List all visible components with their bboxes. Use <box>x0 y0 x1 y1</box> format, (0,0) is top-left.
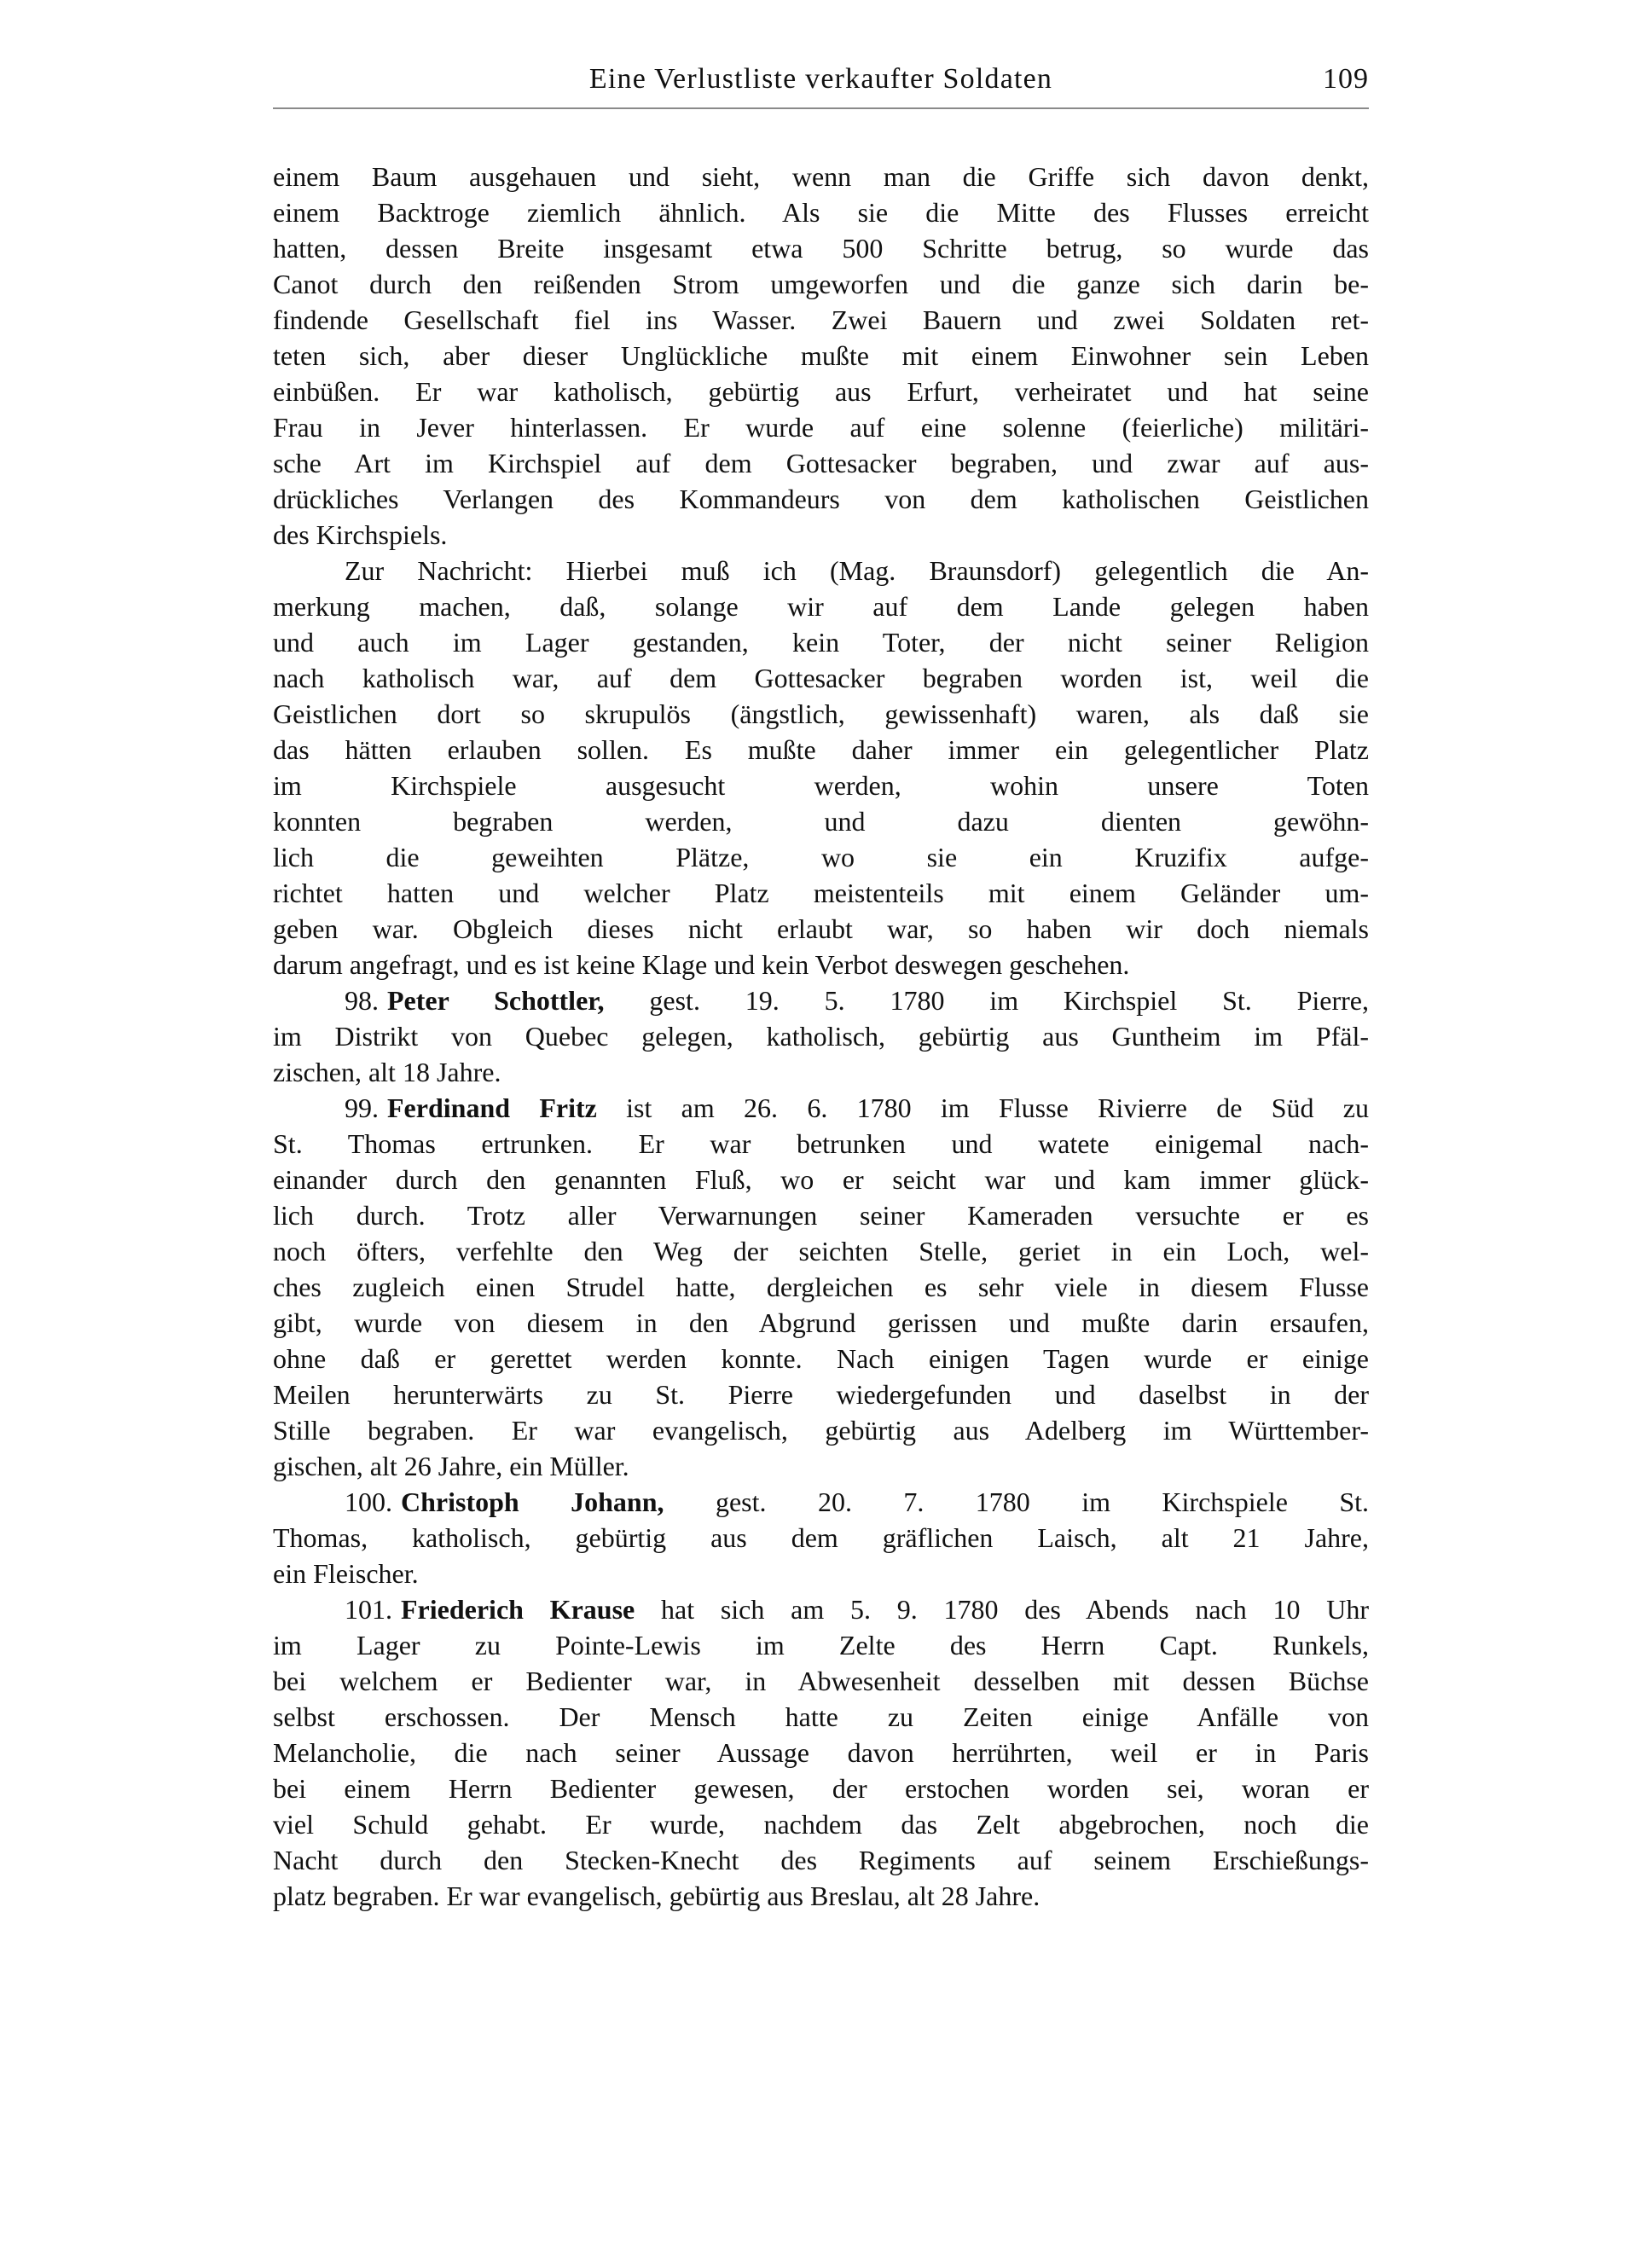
text-line: platz begraben. Er war evangelisch, gebürtig aus Breslau, alt 28 Jahre. <box>273 1881 1040 1911</box>
text-line: selbst erschossen. Der Mensch hatte zu Zeiten einige Anfälle von <box>273 1701 1369 1732</box>
entry-number: 99. <box>345 1092 379 1123</box>
text-line: des Kirchspiels. <box>273 519 448 550</box>
entry-name: Christoph Johann, <box>401 1487 664 1517</box>
text-line: sche Art im Kirchspiel auf dem Gottesacker begraben, und zwar auf aus- <box>273 448 1369 478</box>
text-line: gischen, alt 26 Jahre, ein Müller. <box>273 1451 629 1481</box>
text-line: ohne daß er gerettet werden konnte. Nach einigen Tagen wurde er einige <box>273 1343 1369 1374</box>
body-text <box>273 159 1369 1914</box>
text-line: bei einem Herrn Bedienter gewesen, der erstochen worden sei, woran er <box>273 1773 1369 1804</box>
page-number: 109 <box>1323 63 1369 95</box>
text-line: Meilen herunterwärts zu St. Pierre wiedergefunden und daselbst in der <box>273 1379 1369 1410</box>
text-line: Geistlichen dort so skrupulös (ängstlich, gewissenhaft) waren, als daß sie <box>273 698 1369 729</box>
text-line: einander durch den genannten Fluß, wo er seicht war und kam immer glück- <box>273 1164 1369 1195</box>
entry-text: gest. 19. 5. 1780 im Kirchspiel St. Pierre, <box>649 985 1369 1016</box>
entry-text: hat sich am 5. 9. 1780 des Abends nach 10 Uhr <box>660 1594 1369 1625</box>
text-line: lich durch. Trotz aller Verwarnungen seiner Kameraden versuchte er es <box>273 1200 1369 1231</box>
text-line: im Kirchspiele ausgesucht werden, wohin unsere Toten <box>273 770 1369 801</box>
entry-text: ist am 26. 6. 1780 im Flusse Rivierre de Süd zu <box>626 1092 1369 1123</box>
text-line: Frau in Jever hinterlassen. Er wurde auf eine solenne (feierliche) militäri- <box>273 412 1369 443</box>
entry-101-first-line <box>273 1591 1369 1627</box>
entry-name: Friederich Krause <box>401 1594 635 1625</box>
entry-name: Ferdinand Fritz <box>387 1092 597 1123</box>
entry-98-first-line <box>273 982 1369 1018</box>
text-line: Zur Nachricht: Hierbei muß ich (Mag. Braunsdorf) gelegentlich die An- <box>345 555 1369 586</box>
text-line: gibt, wurde von diesem in den Abgrund gerissen und mußte darin ersaufen, <box>273 1307 1369 1338</box>
text-line: merkung machen, daß, solange wir auf dem Lande gelegen haben <box>273 591 1369 622</box>
text-line: viel Schuld gehabt. Er wurde, nachdem das Zelt abgebrochen, noch die <box>273 1809 1369 1840</box>
entry-100-first-line <box>273 1484 1369 1520</box>
text-line: richtet hatten und welcher Platz meistenteils mit einem Geländer um- <box>273 878 1369 908</box>
text-line: darum angefragt, und es ist keine Klage und kein Verbot deswegen geschehen. <box>273 949 1130 980</box>
entry-text: gest. 20. 7. 1780 im Kirchspiele St. <box>715 1487 1369 1517</box>
header-rule <box>273 107 1369 109</box>
text-line: ches zugleich einen Strudel hatte, dergleichen es sehr viele in diesem Flusse <box>273 1272 1369 1302</box>
text-line: zischen, alt 18 Jahre. <box>273 1057 501 1087</box>
entry-number: 100. <box>345 1487 392 1517</box>
text-line: Canot durch den reißenden Strom umgeworfen und die ganze sich darin be- <box>273 269 1369 299</box>
text-line: im Lager zu Pointe-Lewis im Zelte des Herrn Capt. Runkels, <box>273 1630 1369 1660</box>
text-line: hatten, dessen Breite insgesamt etwa 500 Schritte betrug, so wurde das <box>273 233 1369 264</box>
text-line: im Distrikt von Quebec gelegen, katholisch, gebürtig aus Guntheim im Pfäl- <box>273 1021 1369 1052</box>
text-line: konnten begraben werden, und dazu dienten gewöhn- <box>273 806 1369 837</box>
text-line: findende Gesellschaft fiel ins Wasser. Zwei Bauern und zwei Soldaten ret- <box>273 304 1369 335</box>
text-line: einem Backtroge ziemlich ähnlich. Als sie die Mitte des Flusses erreicht <box>273 197 1369 228</box>
text-line: lich die geweihten Plätze, wo sie ein Kruzifix aufge- <box>273 842 1369 872</box>
text-line: Thomas, katholisch, gebürtig aus dem gräflichen Laisch, alt 21 Jahre, <box>273 1522 1369 1553</box>
text-line: bei welchem er Bedienter war, in Abwesenheit desselben mit dessen Büchse <box>273 1666 1369 1696</box>
entry-number: 101. <box>345 1594 392 1625</box>
text-line: einem Baum ausgehauen und sieht, wenn man die Griffe sich davon denkt, <box>273 161 1369 192</box>
entry-99-first-line <box>273 1090 1369 1126</box>
entry-name: Peter Schottler, <box>387 985 605 1016</box>
text-line: geben war. Obgleich dieses nicht erlaubt war, so haben wir doch niemals <box>273 913 1369 944</box>
running-header <box>273 63 1369 114</box>
text-line: nach katholisch war, auf dem Gottesacker begraben worden ist, weil die <box>273 663 1369 693</box>
text-line: teten sich, aber dieser Unglückliche mußte mit einem Einwohner sein Leben <box>273 340 1369 371</box>
text-line: und auch im Lager gestanden, kein Toter, der nicht seiner Religion <box>273 627 1369 658</box>
running-title: Eine Verlustliste verkaufter Soldaten <box>588 63 1053 95</box>
entry-number: 98. <box>345 985 379 1016</box>
text-line: Stille begraben. Er war evangelisch, gebürtig aus Adelberg im Württember- <box>273 1415 1369 1446</box>
text-line: einbüßen. Er war katholisch, gebürtig aus Erfurt, verheiratet und hat seine <box>273 376 1369 407</box>
text-line: ein Fleischer. <box>273 1558 419 1589</box>
text-line: das hätten erlauben sollen. Es mußte daher immer ein gelegentlicher Platz <box>273 734 1369 765</box>
text-line: Melancholie, die nach seiner Aussage davon herrührten, weil er in Paris <box>273 1737 1369 1768</box>
text-line: drückliches Verlangen des Kommandeurs von dem katholischen Geistlichen <box>273 484 1369 514</box>
text-line: St. Thomas ertrunken. Er war betrunken und watete einigemal nach- <box>273 1128 1369 1159</box>
text-line: Nacht durch den Stecken-Knecht des Regiments auf seinem Erschießungs- <box>273 1845 1369 1875</box>
text-line: noch öfters, verfehlte den Weg der seichten Stelle, geriet in ein Loch, wel- <box>273 1236 1369 1266</box>
